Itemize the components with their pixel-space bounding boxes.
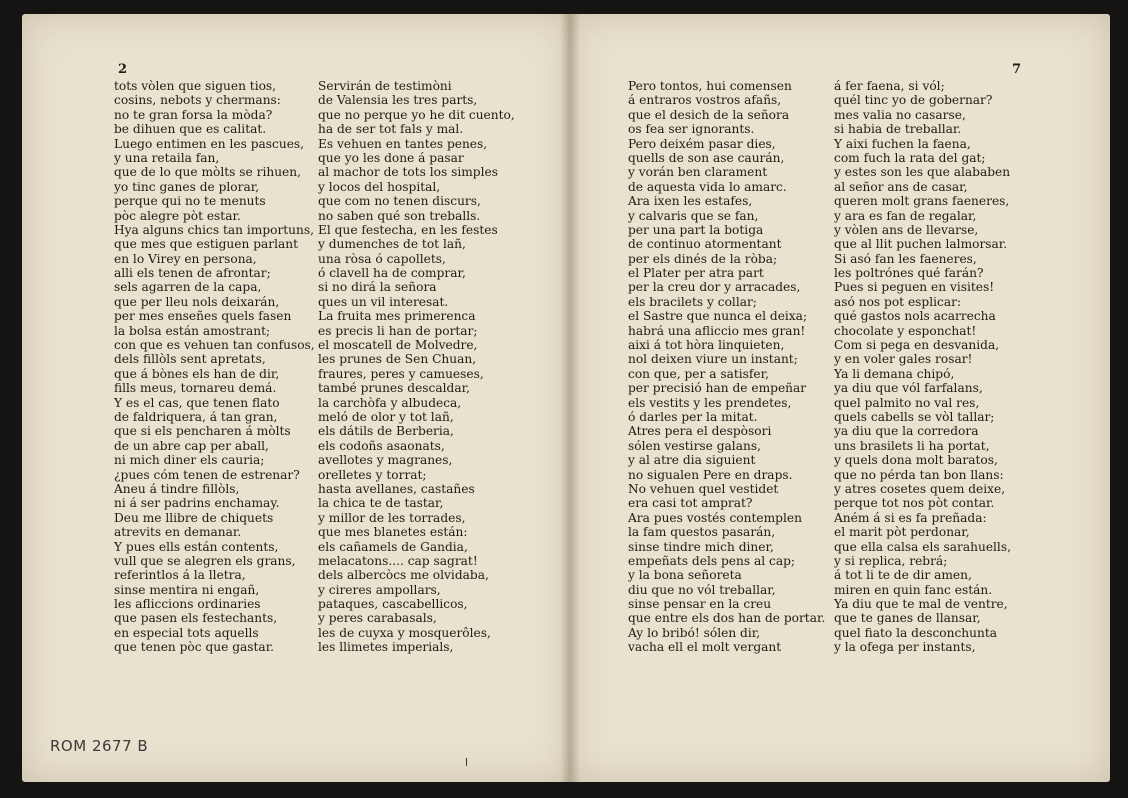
verse-line: al machor de tots los simples — [318, 165, 498, 180]
verse-line: Y es el cas, que tenen flato — [114, 395, 280, 410]
verse-line: les llimetes imperials, — [318, 640, 454, 655]
verse-line: també prunes descaldar, — [318, 381, 470, 396]
verse-line: que si els pencharen á mòlts — [114, 424, 291, 439]
verse-line: la bolsa están amostrant; — [114, 323, 271, 338]
verse-line: El que festecha, en les festes — [318, 222, 498, 237]
verse-line: les poltrónes qué farán? — [834, 266, 984, 281]
verse-line: era casi tot amprat? — [628, 496, 753, 511]
verse-line: ¿pues cóm tenen de estrenar? — [114, 467, 300, 482]
verse-line: en lo Virey en persona, — [114, 251, 257, 266]
verse-line: per els dinés de la ròba; — [628, 251, 778, 266]
verse-line: nol deixen viure un instant; — [628, 352, 798, 367]
verse-line: y vorán ben clarament — [628, 165, 768, 180]
verse-line: de Valensia les tres parts, — [318, 93, 478, 108]
verse-line: Y pues ells están contents, — [114, 539, 279, 554]
verse-line: que mes blanetes están: — [318, 525, 468, 540]
right-page-column-1 — [628, 79, 825, 655]
verse-line: que no pérda tan bon llans: — [834, 467, 1004, 482]
verse-line: Pero tontos, hui comensen — [628, 79, 792, 93]
verse-line: les afliccions ordinaries — [114, 597, 261, 612]
verse-line: els dátils de Berberia, — [318, 424, 454, 439]
verse-line: si habia de treballar. — [834, 122, 962, 137]
verse-line: cosins, nebots y chermans: — [114, 93, 281, 108]
verse-line: la carchòfa y albudeca, — [318, 395, 462, 410]
verse-line: per una part la botiga — [628, 222, 764, 237]
verse-line: y peres carabasals, — [318, 611, 437, 626]
verse-line: y quels dona molt baratos, — [834, 453, 998, 468]
verse-line: tots vòlen que siguen tios, — [114, 79, 277, 93]
verse-line: per la creu dor y arracades, — [628, 280, 801, 295]
verse-line: Ara ixen les estafes, — [628, 194, 753, 209]
verse-line: es precis li han de portar; — [318, 323, 478, 338]
verse-line: quells de son ase caurán, — [628, 150, 785, 165]
verse-line: de continuo atormentant — [628, 237, 782, 252]
verse-line: y vòlen ans de llevarse, — [834, 222, 979, 237]
verse-line: que á bònes els han de dir, — [114, 366, 280, 381]
verse-line: perque qui no te menuts — [114, 194, 266, 209]
verse-line: els bracilets y collar; — [628, 294, 757, 309]
verse-line: sinse pensar en la creu — [628, 597, 772, 612]
verse-line: hasta avellanes, castañes — [318, 481, 475, 496]
verse-line: habrá una afliccio mes gran! — [628, 323, 806, 338]
verse-line: els codoñs asaonats, — [318, 438, 445, 453]
verse-line: y calvaris que se fan, — [628, 208, 759, 223]
verse-line: mes valia no casarse, — [834, 107, 966, 122]
verse-line: les de cuyxa y mosquerôles, — [318, 625, 491, 640]
verse-line: Deu me llibre de chiquets — [114, 510, 274, 525]
verse-line: y locos del hospital, — [318, 179, 441, 194]
verse-line: com fuch la rata del gat; — [834, 150, 986, 165]
book-gutter — [560, 14, 580, 782]
verse-line: que ella calsa els sarahuells, — [834, 539, 1011, 554]
verse-line: diu que no vól treballar, — [628, 582, 776, 597]
verse-line: quels cabells se vòl tallar; — [834, 409, 995, 424]
verse-line: ya diu que la corredora — [834, 424, 979, 439]
library-shelfmark: ROM 2677 B — [50, 737, 149, 755]
verse-line: de un abre cap per aball, — [114, 438, 269, 453]
verse-line: y al atre dia siguient — [628, 453, 756, 468]
verse-line: en especial tots aquells — [114, 625, 259, 640]
verse-line: pataques, cascabellicos, — [318, 597, 468, 612]
verse-line: una ròsa ó capollets, — [318, 251, 446, 266]
verse-line: con que, per a satisfer, — [628, 366, 770, 381]
verse-line: Hya alguns chics tan importuns, — [114, 222, 315, 237]
verse-line: no te gran forsa la mòda? — [114, 107, 273, 122]
verse-line: Com si pega en desvanida, — [834, 338, 1000, 353]
verse-line: la fam questos pasarán, — [628, 525, 776, 540]
verse-line: els cañamels de Gandia, — [318, 539, 468, 554]
verse-line: el Sastre que nunca el deixa; — [628, 309, 808, 324]
verse-line: y atres cosetes quem deixe, — [834, 481, 1006, 496]
verse-line: qué gastos nols acarrecha — [834, 309, 996, 324]
verse-line: de aquesta vida lo amarc. — [628, 179, 787, 194]
verse-line: la chica te de tastar, — [318, 496, 444, 511]
verse-line: queren molt grans faeneres, — [834, 194, 1010, 209]
verse-line: á tot li te de dir amen, — [834, 568, 972, 583]
right-page-number: 7 — [1012, 62, 1022, 77]
verse-line: ó darles per la mitat. — [628, 409, 758, 424]
verse-line: sinse tindre mich diner, — [628, 539, 774, 554]
verse-line: atrevits en demanar. — [114, 525, 242, 540]
left-page-column-2 — [318, 79, 515, 655]
verse-line: no sigualen Pere en draps. — [628, 467, 793, 482]
verse-line: sólen vestirse galans, — [628, 438, 761, 453]
verse-line: Aneu á tindre fillòls, — [114, 481, 240, 496]
right-page-column-2 — [834, 79, 1011, 655]
verse-line: el Plater per atra part — [628, 266, 764, 281]
verse-line: y una retaila fan, — [114, 150, 220, 165]
verse-line: Pero deixém pasar dies, — [628, 136, 776, 151]
verse-line: que pasen els festechants, — [114, 611, 278, 626]
verse-line: que entre els dos han de portar. — [628, 611, 826, 626]
verse-line: Aném á si es fa preñada: — [834, 510, 987, 525]
verse-line: ha de ser tot fals y mal. — [318, 122, 464, 137]
verse-line: ques un vil interesat. — [318, 294, 449, 309]
verse-line: alli els tenen de afrontar; — [114, 266, 271, 281]
verse-line: miren en quin fanc están. — [834, 582, 993, 597]
verse-line: y en voler gales rosar! — [834, 352, 973, 367]
verse-line: y si replica, rebrá; — [834, 553, 948, 568]
verse-line: aixi á tot hòra linquieten, — [628, 338, 785, 353]
verse-line: Es vehuen en tantes penes, — [318, 136, 488, 151]
verse-line: ni á ser padrins enchamay. — [114, 496, 280, 511]
verse-line: sels agarren de la capa, — [114, 280, 262, 295]
verse-line: No vehuen quel vestidet — [628, 481, 779, 496]
page-mark — [466, 758, 467, 766]
verse-line: ni mich diner els cauria; — [114, 453, 265, 468]
verse-line: el moscatell de Molvedre, — [318, 338, 478, 353]
verse-line: que yo les done á pasar — [318, 150, 464, 165]
verse-line: perque tot nos pòt contar. — [834, 496, 995, 511]
verse-line: Ara pues vostés contemplen — [628, 510, 802, 525]
verse-line: á entraros vostros afañs, — [628, 93, 782, 108]
verse-line: y la bona señoreta — [628, 568, 742, 583]
verse-line: Ya li demana chipó, — [834, 366, 955, 381]
verse-line: per mes enseñes quels fasen — [114, 309, 292, 324]
verse-line: que com no tenen discurs, — [318, 194, 481, 209]
verse-line: y millor de les torrades, — [318, 510, 466, 525]
verse-line: os fea ser ignorants. — [628, 122, 755, 137]
verse-line: quel fiato la desconchunta — [834, 625, 997, 640]
verse-line: els vestits y les prendetes, — [628, 395, 792, 410]
verse-line: orelletes y torrat; — [318, 467, 427, 482]
verse-line: vull que se alegren els grans, — [114, 553, 296, 568]
verse-line: Ya diu que te mal de ventre, — [834, 597, 1008, 612]
verse-line: yo tinc ganes de plorar, — [114, 179, 260, 194]
verse-line: chocolate y esponchat! — [834, 323, 977, 338]
verse-line: que mes que estiguen parlant — [114, 237, 299, 252]
verse-line: fills meus, tornareu demá. — [114, 381, 277, 396]
verse-line: que tenen pòc que gastar. — [114, 640, 275, 655]
verse-line: Atres pera el despòsori — [628, 424, 772, 439]
verse-line: de faldriquera, á tan gran, — [114, 409, 278, 424]
verse-line: ya diu que vól farfalans, — [834, 381, 983, 396]
verse-line: dels fillòls sent apretats, — [114, 352, 266, 367]
verse-line: al señor ans de casar, — [834, 179, 968, 194]
verse-line: fraures, peres y camueses, — [318, 366, 484, 381]
verse-line: con que es vehuen tan confusos, — [114, 338, 315, 353]
verse-line: y estes son les que alababen — [834, 165, 1011, 180]
verse-line: vacha ell el molt vergant — [628, 640, 782, 655]
verse-line: y dumenches de tot lañ, — [318, 237, 466, 252]
verse-line: Luego entimen en les pascues, — [114, 136, 305, 151]
verse-line: que de lo que mòlts se rihuen, — [114, 165, 301, 180]
verse-line: á fer faena, si vól; — [834, 79, 945, 93]
verse-line: avellotes y magranes, — [318, 453, 453, 468]
verse-line: que el desich de la señora — [628, 107, 790, 122]
verse-line: Si asó fan les faeneres, — [834, 251, 977, 266]
verse-line: be dihuen que es calitat. — [114, 122, 267, 137]
verse-line: meló de olor y tot lañ, — [318, 409, 454, 424]
verse-line: dels albercòcs me olvidaba, — [318, 568, 489, 583]
left-page-column-1 — [114, 79, 315, 655]
verse-line: que al llit puchen lalmorsar. — [834, 237, 1008, 252]
verse-line: per precisió han de empeñar — [628, 381, 807, 396]
verse-line: quél tinc yo de gobernar? — [834, 93, 993, 108]
verse-line: Y aixi fuchen la faena, — [834, 136, 971, 151]
verse-line: Servirán de testimòni — [318, 79, 452, 93]
verse-line: Ay lo bribó! sólen dir, — [628, 625, 761, 640]
verse-line: La fruita mes primerenca — [318, 309, 476, 324]
verse-line: que no perque yo he dit cuento, — [318, 107, 515, 122]
verse-line: si no dirá la señora — [318, 280, 437, 295]
verse-line: les prunes de Sen Chuan, — [318, 352, 477, 367]
verse-line: empeñats dels pens al cap; — [628, 553, 795, 568]
verse-line: que te ganes de llansar, — [834, 611, 981, 626]
verse-line: y cireres ampollars, — [318, 582, 441, 597]
verse-line: asó nos pot esplicar: — [834, 294, 962, 309]
verse-line: y ara es fan de regalar, — [834, 208, 977, 223]
verse-line: Pues si peguen en visites! — [834, 280, 995, 295]
verse-line: y la ofega per instants, — [834, 640, 976, 655]
verse-line: que per lleu nols deixarán, — [114, 294, 280, 309]
left-page-number: 2 — [118, 62, 128, 77]
verse-line: quel palmito no val res, — [834, 395, 980, 410]
verse-line: referintlos á la lletra, — [114, 568, 246, 583]
verse-line: pòc alegre pòt estar. — [114, 208, 241, 223]
verse-line: melacatons.... cap sagrat! — [318, 553, 478, 568]
verse-line: sinse mentira ni engañ, — [114, 582, 260, 597]
verse-line: ó clavell ha de comprar, — [318, 266, 466, 281]
verse-line: no saben qué son treballs. — [318, 208, 481, 223]
verse-line: el marit pòt perdonar, — [834, 525, 970, 540]
verse-line: uns brasilets li ha portat, — [834, 438, 990, 453]
